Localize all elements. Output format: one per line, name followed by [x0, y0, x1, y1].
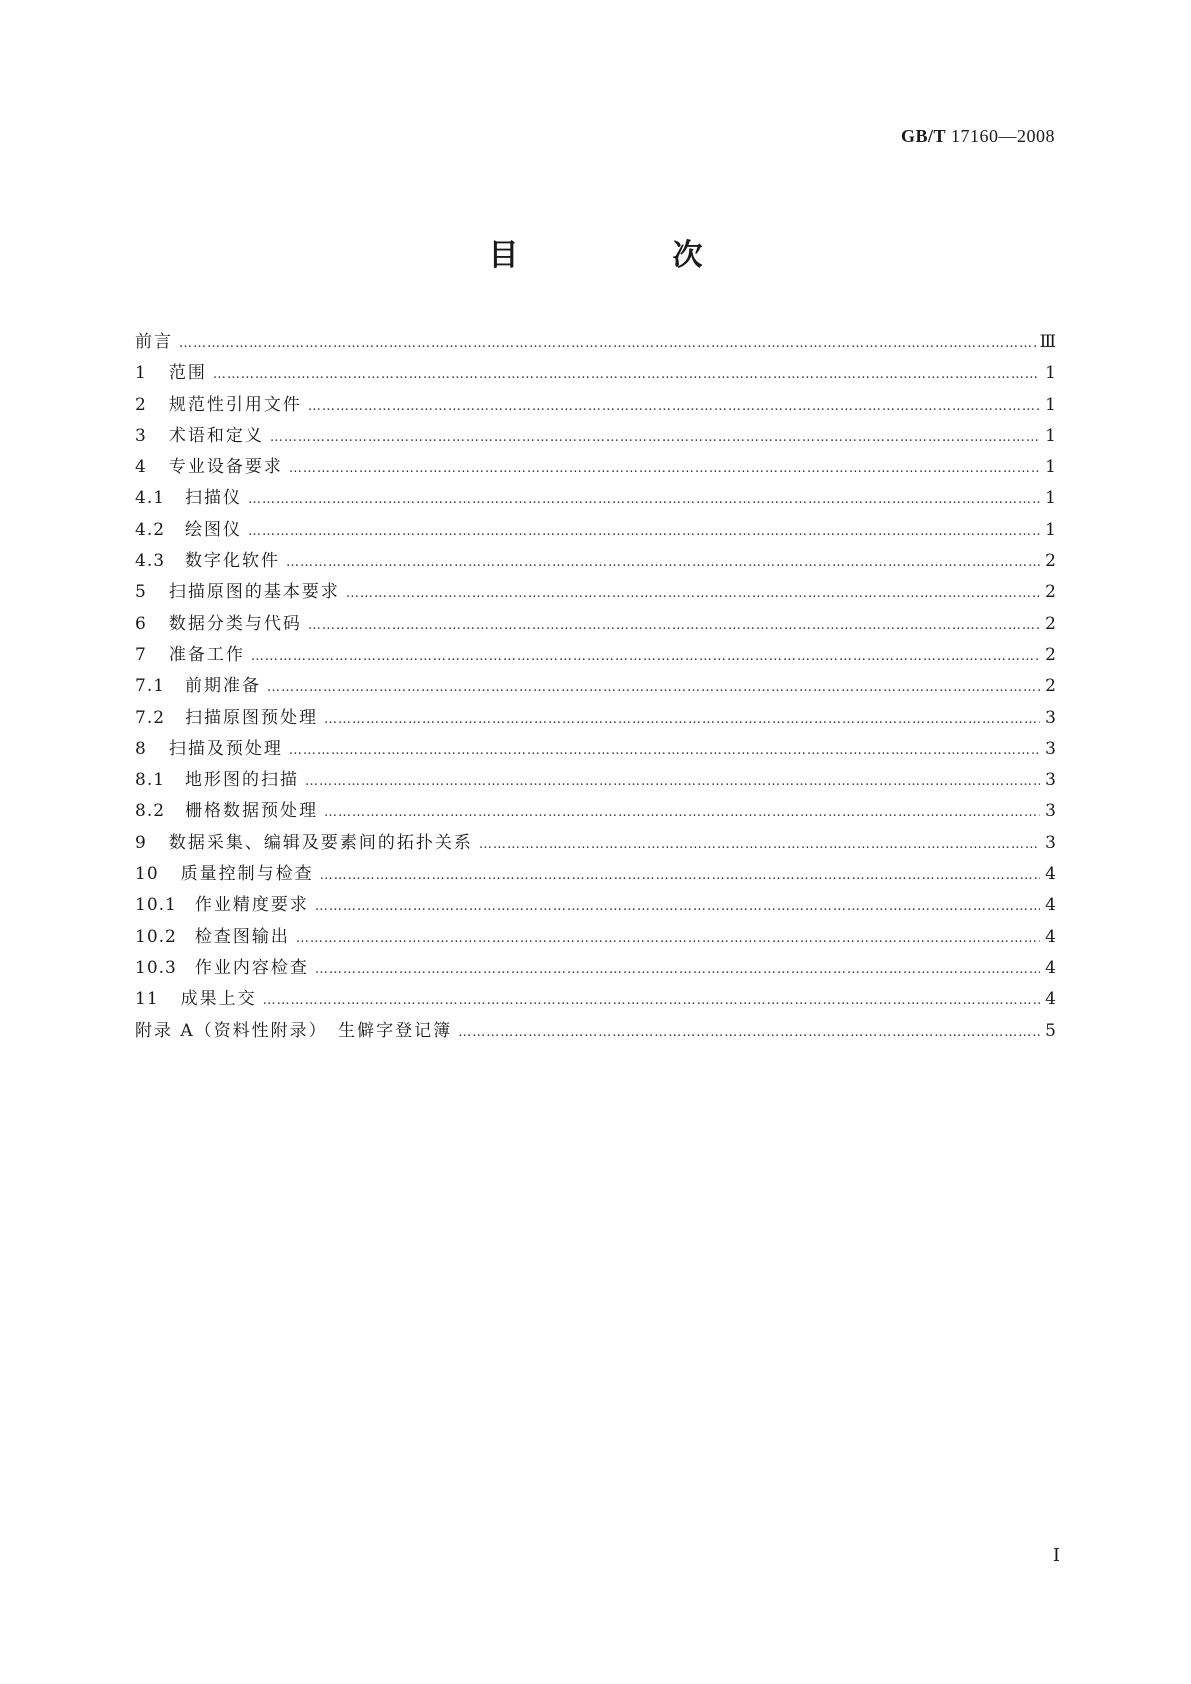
toc-dot-leader [251, 649, 1040, 664]
toc-entry-number: 7.1 [135, 676, 166, 697]
toc-entry-title: 栅格数据预处理 [185, 801, 319, 822]
toc-entry[interactable] [135, 390, 1056, 421]
toc-entry-number: 4.3 [135, 551, 166, 572]
standard-code-prefix: GB/T [900, 126, 946, 146]
toc-entry-number: 6 [135, 613, 147, 634]
toc-dot-leader [248, 492, 1040, 507]
toc-entry-title: 专业设备要求 [168, 457, 283, 478]
toc-dot-leader [289, 461, 1040, 476]
toc-entry[interactable] [135, 546, 1056, 577]
toc-entry[interactable] [135, 577, 1056, 608]
toc-entry-title: 扫描原图的基本要求 [168, 582, 340, 603]
toc-entry-page: 1 [1045, 425, 1056, 446]
toc-entry-page: 1 [1045, 488, 1056, 509]
toc-entry[interactable] [135, 1016, 1056, 1047]
toc-entry-page: 2 [1045, 644, 1056, 665]
toc-entry-number: 10 [135, 864, 159, 885]
toc-entry-number: 3 [135, 425, 147, 446]
toc-entry-title: 检查图输出 [194, 926, 290, 947]
toc-entry-title: 地形图的扫描 [185, 770, 300, 791]
toc-entry-number: 5 [135, 582, 147, 603]
table-of-contents [135, 327, 1056, 1047]
toc-entry-number: 11 [135, 989, 159, 1010]
toc-entry-title: 规范性引用文件 [168, 394, 302, 415]
toc-entry-page: 4 [1045, 895, 1056, 916]
toc-dot-leader [315, 899, 1040, 914]
toc-entry[interactable] [135, 922, 1056, 953]
toc-entry-page: 2 [1045, 582, 1056, 603]
toc-entry-title: 质量控制与检查 [180, 864, 314, 885]
toc-entry-page: 3 [1045, 707, 1056, 728]
toc-entry[interactable] [135, 609, 1056, 640]
toc-entry-number: 10.1 [135, 895, 177, 916]
toc-entry[interactable] [135, 828, 1056, 859]
toc-entry[interactable] [135, 358, 1056, 389]
standard-code [901, 126, 1055, 147]
standard-code-number: 17160—2008 [951, 126, 1055, 146]
toc-entry[interactable] [135, 796, 1056, 827]
toc-entry-page: 3 [1045, 770, 1056, 791]
toc-entry-number: 7.2 [135, 707, 166, 728]
toc-entry-title: 扫描原图预处理 [185, 707, 319, 728]
toc-entry-page: 3 [1045, 738, 1056, 759]
toc-dot-leader [213, 367, 1040, 382]
toc-entry-number: 8 [135, 738, 147, 759]
toc-entry-title: 附录 A（资料性附录） 生僻字登记簿 [135, 1020, 453, 1041]
toc-entry-number: 4.2 [135, 519, 166, 540]
toc-dot-leader [458, 1025, 1040, 1040]
toc-entry-title: 扫描及预处理 [168, 738, 283, 759]
toc-entry[interactable] [135, 734, 1056, 765]
toc-dot-leader [479, 837, 1040, 852]
toc-entry-page: 4 [1045, 957, 1056, 978]
toc-dot-leader [286, 555, 1040, 570]
toc-entry[interactable] [135, 890, 1056, 921]
toc-entry-page: 3 [1045, 801, 1056, 822]
toc-entry-number: 8.2 [135, 801, 166, 822]
page-number: I [1052, 1545, 1060, 1566]
toc-entry-page: 1 [1045, 363, 1056, 384]
toc-dot-leader [324, 712, 1040, 727]
toc-entry-page: 4 [1045, 989, 1056, 1010]
toc-dot-leader [315, 962, 1040, 977]
toc-entry-number: 1 [135, 363, 147, 384]
toc-entry-number: 2 [135, 394, 147, 415]
toc-entry-number: 8.1 [135, 770, 166, 791]
toc-dot-leader [308, 618, 1040, 633]
toc-entry-page: 1 [1045, 457, 1056, 478]
toc-entry-number: 10.2 [135, 926, 177, 947]
toc-entry[interactable] [135, 483, 1056, 514]
toc-entry-title: 作业内容检查 [194, 957, 309, 978]
toc-entry-page: 1 [1045, 519, 1056, 540]
toc-entry-number: 4.1 [135, 488, 166, 509]
toc-entry-number: 9 [135, 832, 147, 853]
toc-entry-title: 数据分类与代码 [168, 613, 302, 634]
toc-entry-number: 7 [135, 644, 147, 665]
toc-entry[interactable] [135, 452, 1056, 483]
toc-entry-number: 10.3 [135, 957, 177, 978]
toc-dot-leader [324, 805, 1040, 820]
toc-dot-leader [346, 586, 1040, 601]
toc-dot-leader [267, 680, 1040, 695]
toc-entry[interactable] [135, 859, 1056, 890]
toc-entry[interactable] [135, 765, 1056, 796]
toc-entry-title: 术语和定义 [168, 425, 264, 446]
toc-entry-page: 3 [1045, 832, 1056, 853]
toc-entry[interactable] [135, 984, 1056, 1015]
toc-entry-number: 4 [135, 457, 147, 478]
toc-entry-page: 4 [1045, 864, 1056, 885]
toc-entry-page: 2 [1045, 551, 1056, 572]
toc-entry-title: 前言 [135, 332, 173, 352]
toc-entry[interactable] [135, 953, 1056, 984]
toc-entry-title: 范围 [168, 363, 207, 384]
toc-entry-page: 1 [1045, 394, 1056, 415]
toc-entry-title: 作业精度要求 [194, 895, 309, 916]
toc-entry-title: 绘图仪 [185, 519, 243, 540]
toc-entry-page: 4 [1045, 926, 1056, 947]
toc-dot-leader [248, 524, 1040, 539]
page-title: 目 次 [488, 238, 765, 273]
toc-entry-title: 成果上交 [180, 989, 257, 1010]
toc-entry[interactable] [135, 421, 1056, 452]
toc-entry-title: 扫描仪 [185, 488, 243, 509]
toc-dot-leader [270, 430, 1040, 445]
toc-entry-page: 2 [1045, 676, 1056, 697]
toc-entry[interactable] [135, 671, 1056, 702]
toc-dot-leader [289, 743, 1040, 758]
toc-entry[interactable] [135, 703, 1056, 734]
toc-dot-leader [179, 336, 1036, 351]
toc-entry-title: 数据采集、编辑及要素间的拓扑关系 [168, 832, 473, 853]
toc-entry[interactable] [135, 515, 1056, 546]
toc-entry[interactable] [135, 327, 1056, 358]
toc-dot-leader [296, 931, 1040, 946]
toc-entry[interactable] [135, 640, 1056, 671]
toc-entry-title: 数字化软件 [185, 551, 281, 572]
toc-dot-leader [308, 399, 1040, 414]
toc-dot-leader [320, 868, 1040, 883]
toc-dot-leader [305, 774, 1040, 789]
toc-entry-page: Ⅲ [1039, 332, 1056, 352]
toc-entry-title: 前期准备 [185, 676, 262, 697]
toc-entry-title: 准备工作 [168, 644, 245, 665]
toc-entry-page: 5 [1045, 1020, 1056, 1041]
toc-dot-leader [263, 993, 1040, 1008]
toc-entry-page: 2 [1045, 613, 1056, 634]
